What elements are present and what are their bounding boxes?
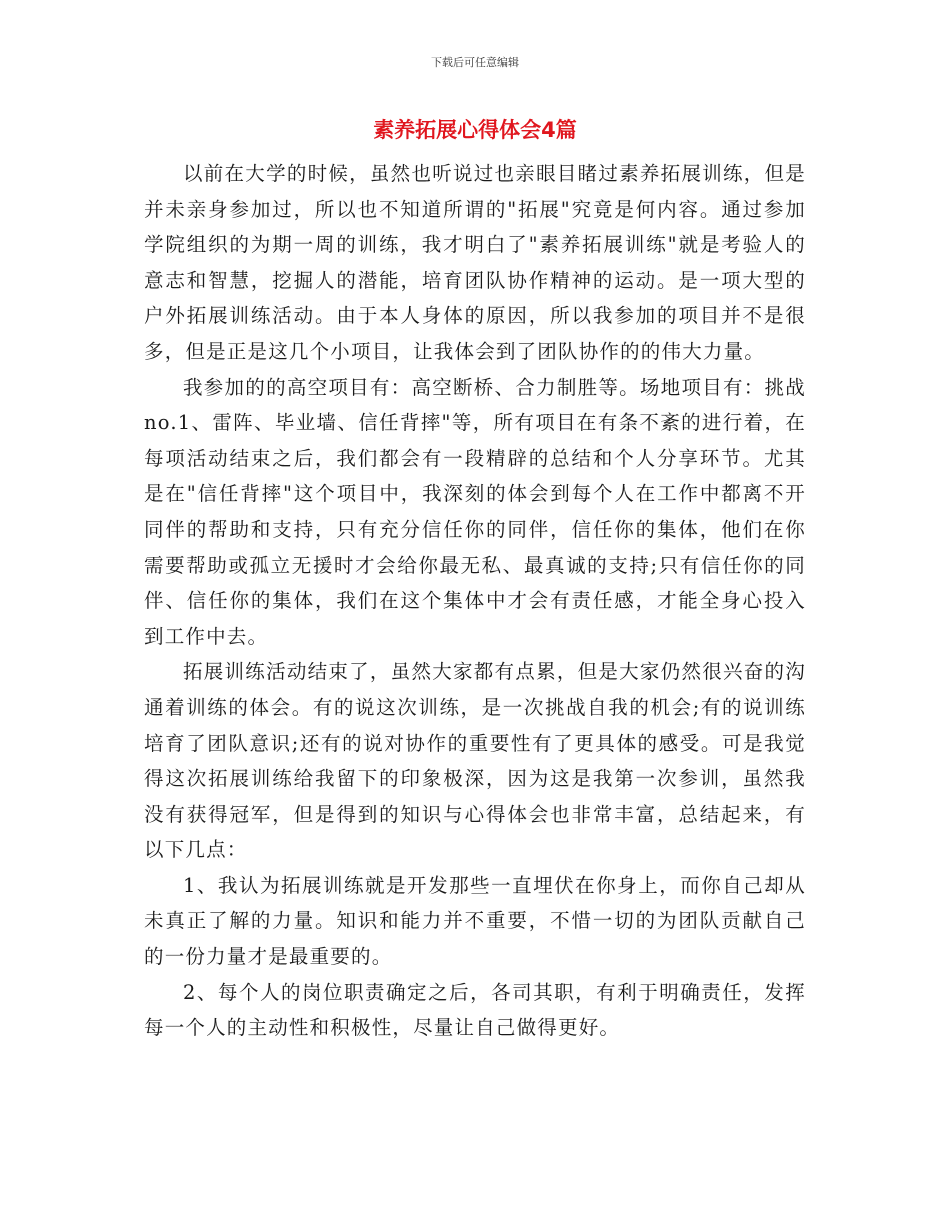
document-body [144, 156, 806, 1046]
paragraph-1: 以前在大学的时候，虽然也听说过也亲眼目睹过素养拓展训练，但是并未亲身参加过，所以也不知道所谓的"拓展"究竟是何内容。通过参加学院组织的为期一周的训练，我才明白了"素养拓展训练"就是考验人的意志和智慧，挖掘人的潜能，培育团队协作精神的运动。是一项大型的户外拓展训练活动。由于本人身体的原因，所以我参加的项目并不是很多，但是正是这几个小项目，让我体会到了团队协作的的伟大力量。 [144, 162, 806, 363]
paragraph-3: 拓展训练活动结束了，虽然大家都有点累，但是大家仍然很兴奋的沟通着训练的体会。有的说这次训练，是一次挑战自我的机会;有的说训练培育了团队意识;还有的说对协作的重要性有了更具体的感受。可是我觉得这次拓展训练给我留下的印象极深，因为这是我第一次参训，虽然我没有获得冠军，但是得到的知识与心得体会也非常丰富，总结起来，有以下几点： [144, 660, 806, 862]
paragraph-5: 2、每个人的岗位职责确定之后，各司其职，有利于明确责任，发挥每一个人的主动性和积极性，尽量让自己做得更好。 [144, 980, 806, 1040]
paragraph-2: 我参加的的高空项目有：高空断桥、合力制胜等。场地项目有：挑战no.1、雷阵、毕业墙、信任背摔"等，所有项目在有条不紊的进行着，在每项活动结束之后，我们都会有一段精辟的总结和个人分享环节。尤其是在"信任背摔"这个项目中，我深刻的体会到每个人在工作中都离不开同伴的帮助和支持，只有充分信任你的同伴，信任你的集体，他们在你需要帮助或孤立无援时才会给你最无私、最真诚的支持;只有信任你的同伴、信任你的集体，我们在这个集体中才会有责任感，才能全身心投入到工作中去。 [144, 375, 806, 648]
document-title: 素养拓展心得体会4篇 [373, 118, 577, 142]
page-header-note: 下载后可任意编辑 [431, 56, 519, 69]
paragraph-4: 1、我认为拓展训练就是开发那些一直埋伏在你身上，而你自己却从未真正了解的力量。知识和能力并不重要，不惜一切的为团队贡献自己的一份力量才是最重要的。 [144, 873, 806, 969]
